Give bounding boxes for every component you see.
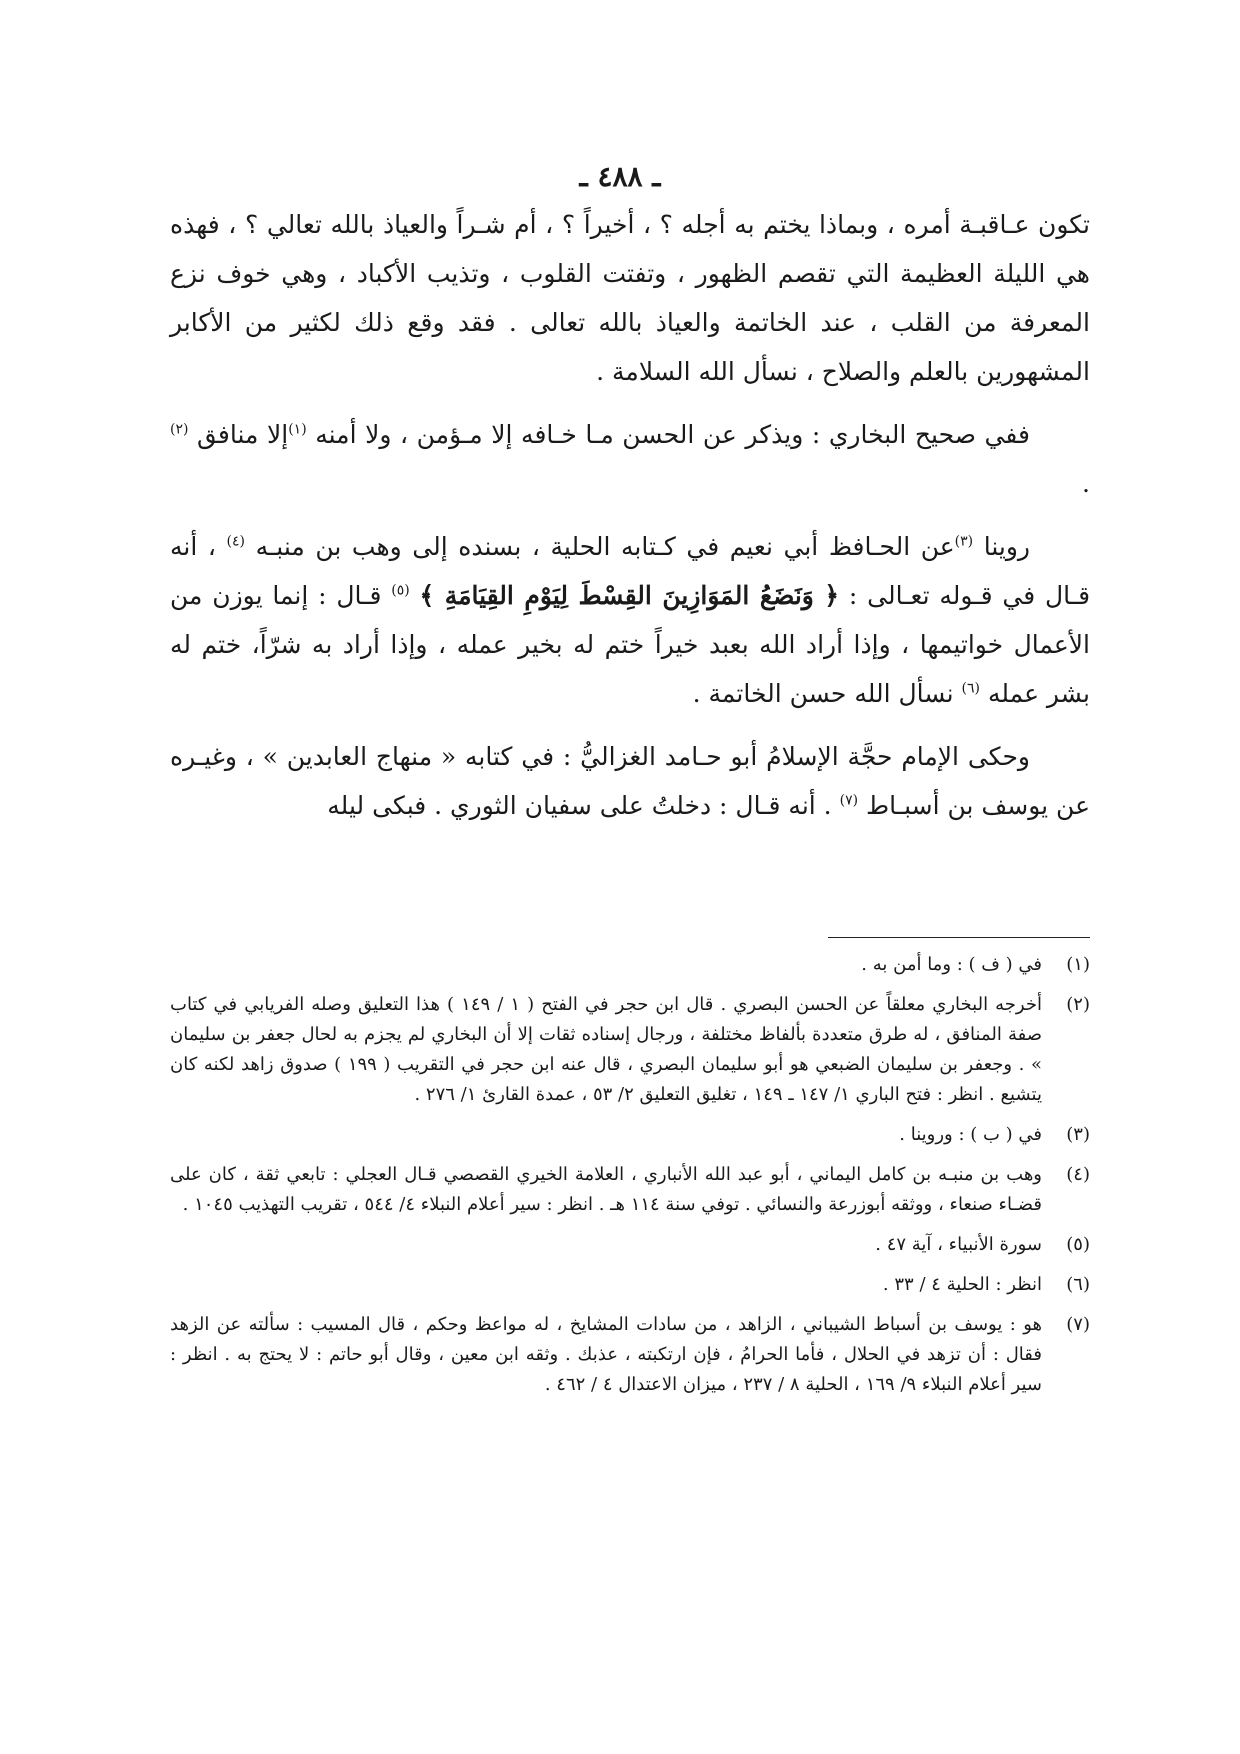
text-run: ، أنه قـال في قـوله تعـالى : [170, 532, 1091, 610]
footnote-ref[interactable]: (١) [288, 421, 307, 438]
footnote-number: (٧) [1066, 1314, 1090, 1335]
text-run: عن الحـافظ أبي نعيم في كـتابه الحلية ، بسنده إلى وهب بن منبـه [255, 532, 955, 561]
paragraph [170, 732, 1090, 830]
footnote [170, 950, 1090, 980]
text-run: إلا منافق [197, 420, 289, 449]
footnote-number: (٣) [1066, 1124, 1090, 1145]
footnote-number: (٤) [1066, 1164, 1090, 1185]
footnote-number: (١) [1066, 954, 1090, 975]
footnote [170, 990, 1090, 1110]
footnote-text: أخرجه البخاري معلقاً عن الحسن البصري . قال ابن حجر في الفتح ( ١ / ١٤٩ ) هذا التعليق وصله الفريابي في كتاب صفة المنافق ، له طرق متعددة بألفاظ مختلفة ، ورجال إسناده ثقات إلا أن البخاري لم يجزم به لحال جعفر بن سليمان » . وجعفر بن سليمان الضبعي هو أبو سليمان البصري ، قال عنه ابن حجر في التقريب ( ١٩٩ ) صدوق زاهد لكنه كان يتشيع . انظر : فتح الباري ١/ ١٤٧ ـ ١٤٩ ، تغليق التعليق ٢/ ٥٣ ، عمدة القارئ ١/ ٢٧٦ . [170, 994, 1043, 1105]
footnote-ref[interactable]: (٣) [954, 533, 974, 550]
footnote-number: (٥) [1066, 1234, 1090, 1255]
text-run: . [1082, 469, 1090, 498]
footnote-ref[interactable]: (٤) [226, 533, 245, 550]
footnote [170, 1270, 1090, 1300]
footnote-ref[interactable]: (٥) [391, 582, 410, 599]
footnote-ref[interactable]: (٢) [170, 421, 189, 438]
footnote-ref[interactable]: (٦) [961, 680, 980, 697]
footnote-text: وهب بن منبـه بن كامل اليماني ، أبو عبد الله الأنباري ، العلامة الخيري القصصي قـال العجلي : تابعي ثقة ، كان على قضـاء صنعاء ، ووثقه أبوزرعة والنسائي . توفي سنة ١١٤ هـ . انظر : سير أعلام النبلاء ٤/ ٥٤٤ ، تقريب التهذيب ١٠٤٥ . [170, 1164, 1042, 1215]
footnote-text: هو : يوسف بن أسباط الشيباني ، الزاهد ، من سادات المشايخ ، له مواعظ وحكم ، قال المسيب : سألته عن الزهد فقال : أن تزهد في الحلال ، فأما الحرامُ ، فإن ارتكبته ، عذبك . وثقه ابن معين ، وقال أبو حاتم : لا يحتج به . انظر : سير أعلام النبلاء ٩/ ١٦٩ ، الحلية ٨ / ٢٣٧ ، ميزان الاعتدال ٤ / ٤٦٢ . [170, 1314, 1042, 1395]
footnote [170, 1310, 1090, 1400]
text-run: روينا [983, 532, 1030, 561]
footnote [170, 1160, 1090, 1220]
paragraph: تكون عـاقبـة أمره ، وبماذا يختم به أجله ؟ ، أخيراً ؟ ، أم شـراً والعياذ بالله تعالي ؟ ، فهذه هي الليلة العظيمة التي تقصم الظهور ، وتفتت القلوب ، وتذيب الأكباد ، وهي خوف نزع المعرفة من القلب ، عند الخاتمة والعياذ بالله تعالى . فقد وقع ذلك لكثير من الأكابر المشهورين بالعلم والصلاح ، نسأل الله السلامة . [170, 210, 1090, 386]
quran-verse: ﴿ وَنَضَعُ المَوَازِينَ القِسْطَ لِيَوْمِ القِيَامَةِ ﴾ [419, 581, 840, 610]
footnote-number: (٢) [1066, 994, 1090, 1015]
text-run: وحكى الإمام حجَّة الإسلامُ أبو حـامد الغزاليُّ : في كتابه « منهاج العابدين » ، وغيـره عن يوسف بن أسبـاط [170, 742, 1090, 820]
footnote-text: انظر : الحلية ٤ / ٣٣ . [882, 1274, 1042, 1295]
text-run: . أنه قـال : دخلتُ على سفيان الثوري . فبكى ليله [327, 791, 832, 820]
page-number: ـ ٤٨٨ ـ [579, 160, 661, 193]
text-run: ففي صحيح البخاري : ويذكر عن الحسن مـا خـافه إلا مـؤمن ، ولا أمنه [315, 420, 1030, 449]
footnote-divider [828, 937, 1090, 938]
paragraph [170, 410, 1090, 508]
footnote-number: (٦) [1066, 1274, 1090, 1295]
footnote-text: في ( ف ) : وما أمن به . [861, 954, 1042, 975]
text-run: نسأل الله حسن الخاتمة . [692, 679, 954, 708]
footnote [170, 1230, 1090, 1260]
main-text [170, 200, 1090, 844]
footnote-text: في ( ب ) : وروينا . [899, 1124, 1042, 1145]
paragraph [170, 522, 1090, 718]
footnote-ref[interactable]: (٧) [839, 792, 859, 809]
footnotes [170, 950, 1090, 1410]
footnote-text: سورة الأنبياء ، آية ٤٧ . [875, 1234, 1042, 1255]
footnote [170, 1120, 1090, 1150]
text-run: قـال : إنما يوزن من الأعمال خواتيمها ، وإذا أراد الله بعبد خيراً ختم له بخير عمله ، وإذا أراد به شرّاً، ختم له بشر عمله [170, 581, 1090, 708]
